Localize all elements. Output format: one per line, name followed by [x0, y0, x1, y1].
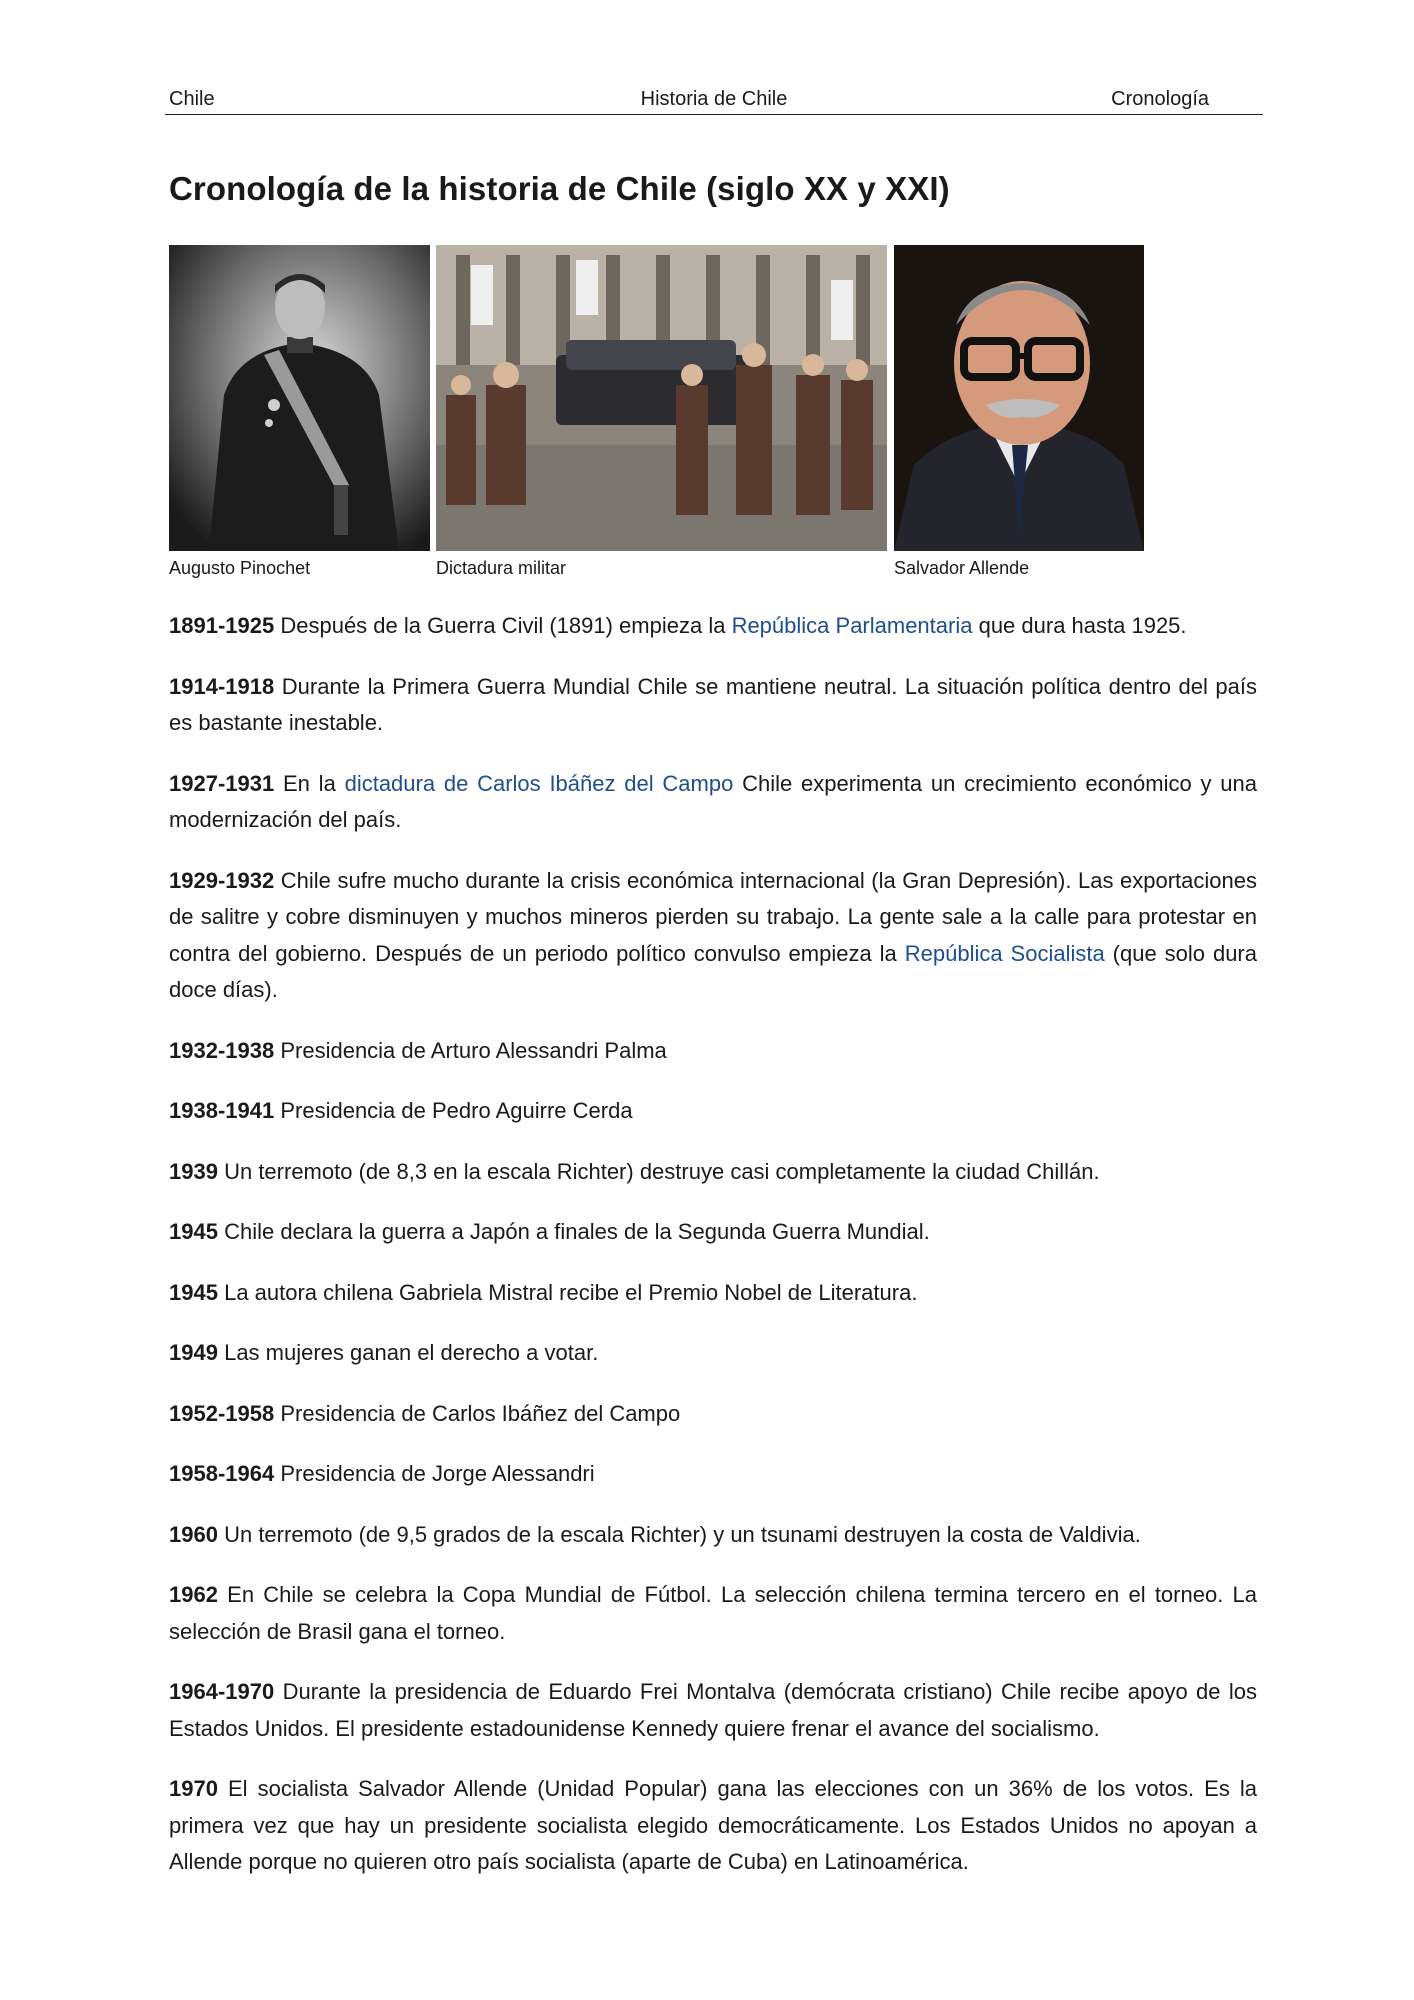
entry-text: El socialista Salvador Allende (Unidad Popular) gana las elecciones con un 36% de los votos. Es la primera vez que hay un presidente socialista elegido democráticamente. Los Estados Unidos no apoyan a Allende porque no quieren otro país socialista (aparte de Cuba) en Latinoamérica. [169, 1776, 1257, 1874]
entry-year: 1927-1931 [169, 770, 275, 796]
entry-year: 1938-1941 [169, 1098, 275, 1123]
entry-text: Después de la Guerra Civil (1891) empieza la [280, 613, 732, 638]
entry-year: 1962 [169, 1582, 218, 1607]
entry-text: Presidencia de Carlos Ibáñez del Campo [280, 1400, 681, 1426]
entry-text: Presidencia de Jorge Alessandri [280, 1461, 595, 1486]
military-dictatorship-photo [436, 245, 887, 551]
timeline-entry [169, 1093, 1257, 1130]
entry-year: 1932-1938 [169, 1037, 275, 1063]
entry-text: Chile sufre mucho durante la crisis económica internacional (la Gran Depresión). Las exportaciones de salitre y cobre disminuyen y muchos mineros pierden su trabajo. La gente sale a la calle para protestar en contra del gobierno. Después de un periodo político convulso empieza la [169, 867, 1257, 966]
timeline-entry [169, 1517, 1257, 1554]
timeline-entry [169, 766, 1257, 839]
entry-text: En Chile se celebra la Copa Mundial de Fútbol. La selección chilena termina tercero en el torneo. La selección de Brasil gana el torneo. [169, 1582, 1257, 1644]
entry-year: 1952-1958 [169, 1400, 275, 1426]
entry-year: 1939 [169, 1158, 218, 1184]
entry-link[interactable]: República Parlamentaria [731, 613, 973, 638]
timeline-entry [169, 1214, 1257, 1251]
header-right: Cronología [1111, 88, 1209, 110]
entry-year: 1949 [169, 1340, 218, 1365]
image-caption: Augusto Pinochet [169, 558, 311, 578]
entry-text: Un terremoto (de 9,5 grados de la escala Richter) y un tsunami destruyen la costa de Valdivia. [224, 1521, 1141, 1547]
entry-text: Un terremoto (de 8,3 en la escala Richter) destruye casi completamente la ciudad Chillán. [224, 1158, 1100, 1184]
portrait-photo-icon [169, 245, 430, 551]
image-caption: Dictadura militar [436, 558, 567, 578]
timeline-entry [169, 1335, 1257, 1372]
timeline-entry [169, 669, 1257, 742]
entry-text: Presidencia de Pedro Aguirre Cerda [280, 1098, 633, 1123]
portrait-photo-icon [894, 245, 1144, 551]
timeline-entry [169, 1396, 1257, 1433]
entry-text: que dura hasta 1925. [972, 613, 1187, 638]
entry-year: 1964-1970 [169, 1679, 275, 1704]
timeline-entry [169, 1674, 1257, 1747]
entry-text: (que solo dura doce días). [169, 940, 1257, 1002]
entry-year: 1958-1964 [169, 1461, 275, 1486]
entry-year: 1945 [169, 1219, 218, 1244]
entry-text: Chile declara la guerra a Japón a finales de la Segunda Guerra Mundial. [224, 1219, 930, 1244]
entry-text: Las mujeres ganan el derecho a votar. [224, 1340, 599, 1365]
timeline-entry [169, 1577, 1257, 1650]
street-scene-photo-icon [436, 245, 887, 551]
allende-photo [894, 245, 1144, 551]
pinochet-photo [169, 245, 430, 551]
entry-text: En la [283, 770, 345, 796]
timeline-entry [169, 608, 1257, 645]
header-center: Historia de Chile [640, 88, 788, 110]
timeline-entries [169, 608, 1257, 1905]
entry-year: 1914-1918 [169, 673, 275, 699]
entry-year: 1945 [169, 1279, 218, 1305]
timeline-entry [169, 1275, 1257, 1312]
timeline-entry [169, 1771, 1257, 1881]
timeline-entry [169, 1033, 1257, 1070]
entry-year: 1891-1925 [169, 613, 275, 638]
timeline-entry [169, 863, 1257, 1009]
page-header [165, 86, 1263, 115]
header-left: Chile [169, 88, 215, 110]
entry-text: Chile experimenta un crecimiento económico y una modernización del país. [169, 770, 1257, 832]
entry-year: 1970 [169, 1776, 218, 1801]
image-caption: Salvador Allende [894, 558, 1030, 578]
timeline-entry [169, 1456, 1257, 1493]
entry-year: 1929-1932 [169, 867, 275, 893]
entry-text: La autora chilena Gabriela Mistral recibe el Premio Nobel de Literatura. [224, 1279, 918, 1305]
entry-link[interactable]: dictadura de Carlos Ibáñez del Campo [344, 770, 734, 796]
entry-text: Durante la Primera Guerra Mundial Chile se mantiene neutral. La situación política dentro del país es bastante inestable. [169, 673, 1257, 735]
timeline-entry [169, 1154, 1257, 1191]
page-title: Cronología de la historia de Chile (siglo XX y XXI) [169, 170, 950, 207]
entry-link[interactable]: República Socialista [904, 940, 1105, 966]
entry-text: Durante la presidencia de Eduardo Frei Montalva (demócrata cristiano) Chile recibe apoyo de los Estados Unidos. El presidente estadounidense Kennedy quiere frenar el avance del socialismo. [169, 1679, 1257, 1741]
entry-text: Presidencia de Arturo Alessandri Palma [280, 1037, 667, 1063]
entry-year: 1960 [169, 1521, 218, 1547]
